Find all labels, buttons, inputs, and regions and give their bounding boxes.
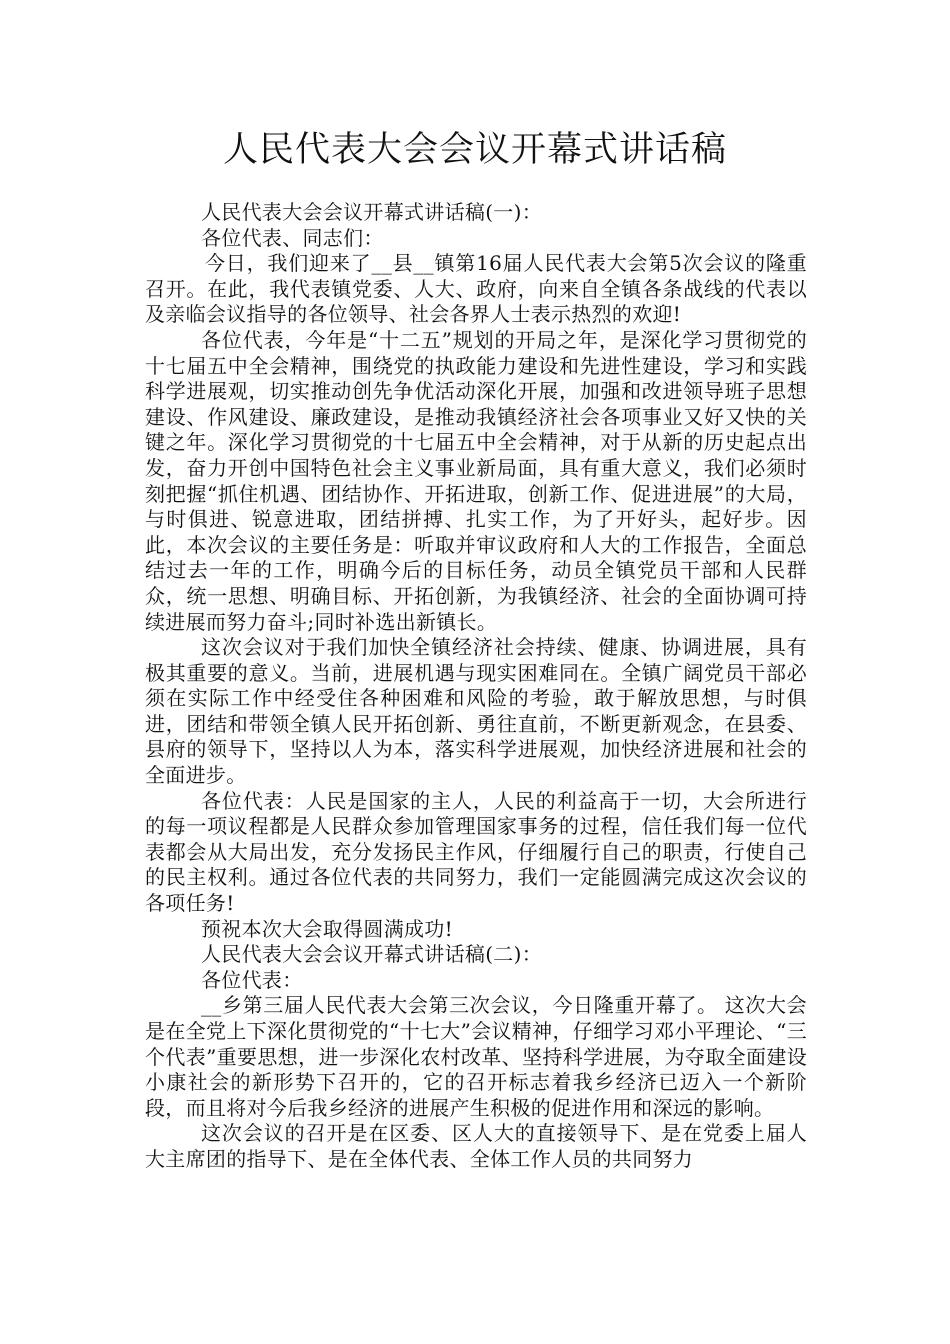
section-heading-1: 人民代表大会会议开幕式讲话稿(一)： [201, 200, 543, 224]
closing-wish: 预祝本次大会取得圆满成功! [201, 916, 453, 941]
body-paragraph: __乡第三届人民代表大会第三次会议，今日隆重开幕了。 这次大会是在全党上下深化贯彻党的“十七大”会议精神，仔细学习邓小平理论、“三个代表”重要思想，进一步深化农村改革、坚持科学进展，为夺取全面建设小康社会的新形势下召开的，它的召开标志着我乡经济已迈入一个新阶段，而且将对今后我乡经济的进展产生积极的促进作用和深远的影响。 [145, 993, 807, 1120]
section-heading-2: 人民代表大会会议开幕式讲话稿(二)： [201, 942, 543, 967]
body-paragraph: 这次会议的召开是在区委、区人大的直接领导下、是在党委上届人大主席团的指导下、是在全体代表、全体工作人员的共同努力 [145, 1121, 807, 1171]
body-paragraph: 各位代表：人民是国家的主人，人民的利益高于一切，大会所进行的每一项议程都是人民群众参加管理国家事务的过程，信任我们每一位代表都会从大局出发，充分发扬民主作风，仔细履行自己的职责，行使自己的民主权利。通过各位代表的共同努力，我们一定能圆满完成这次会议的各项任务! [145, 788, 807, 916]
salutation-2: 各位代表： [201, 967, 303, 992]
body-paragraph: 这次会议对于我们加快全镇经济社会持续、健康、协调进展，具有极其重要的意义。当前，进展机遇与现实困难同在。全镇广阔党员干部必须在实际工作中经受住各种困难和风险的考验，敢于解放思想，与时俱进，团结和带领全镇人民开拓创新、勇往直前，不断更新观念，在县委、县府的领导下，坚持以人为本，落实科学进展观，加快经济进展和社会的全面进步。 [145, 635, 807, 788]
body-paragraph: 各位代表，今年是“十二五”规划的开局之年，是深化学习贯彻党的十七届五中全会精神，围绕党的执政能力建设和先进性建设，学习和实践科学进展观，切实推动创先争优活动深化开展，加强和改进领导班子思想建设、作风建设、廉政建设，是推动我镇经济社会各项事业又好又快的关键之年。深化学习贯彻党的十七届五中全会精神，对于从新的历史起点出发，奋力开创中国特色社会主义事业新局面，具有重大意义，我们必须时刻把握“抓住机遇、团结协作、开拓进取，创新工作、促进进展”的大局，与时俱进、锐意进取，团结拼搏、扎实工作，为了开好头，起好步。因此，本次会议的主要任务是：听取并审议政府和人大的工作报告，全面总结过去一年的工作，明确今后的目标任务，动员全镇党员干部和人民群众，统一思想、明确目标、开拓创新，为我镇经济、社会的全面协调可持续进展而努力奋斗;同时补选出新镇长。 [145, 327, 807, 634]
salutation-1: 各位代表、同志们： [201, 225, 384, 250]
body-paragraph: 今日，我们迎来了__县__镇第16届人民代表大会第5次会议的隆重召开。在此，我代表镇党委、人大、政府，向来自全镇各条战线的代表以及亲临会议指导的各位领导、社会各界人士表示热烈的欢迎! [145, 251, 807, 327]
document-title: 人民代表大会会议开幕式讲话稿 [222, 130, 727, 170]
document-body [145, 200, 807, 1173]
